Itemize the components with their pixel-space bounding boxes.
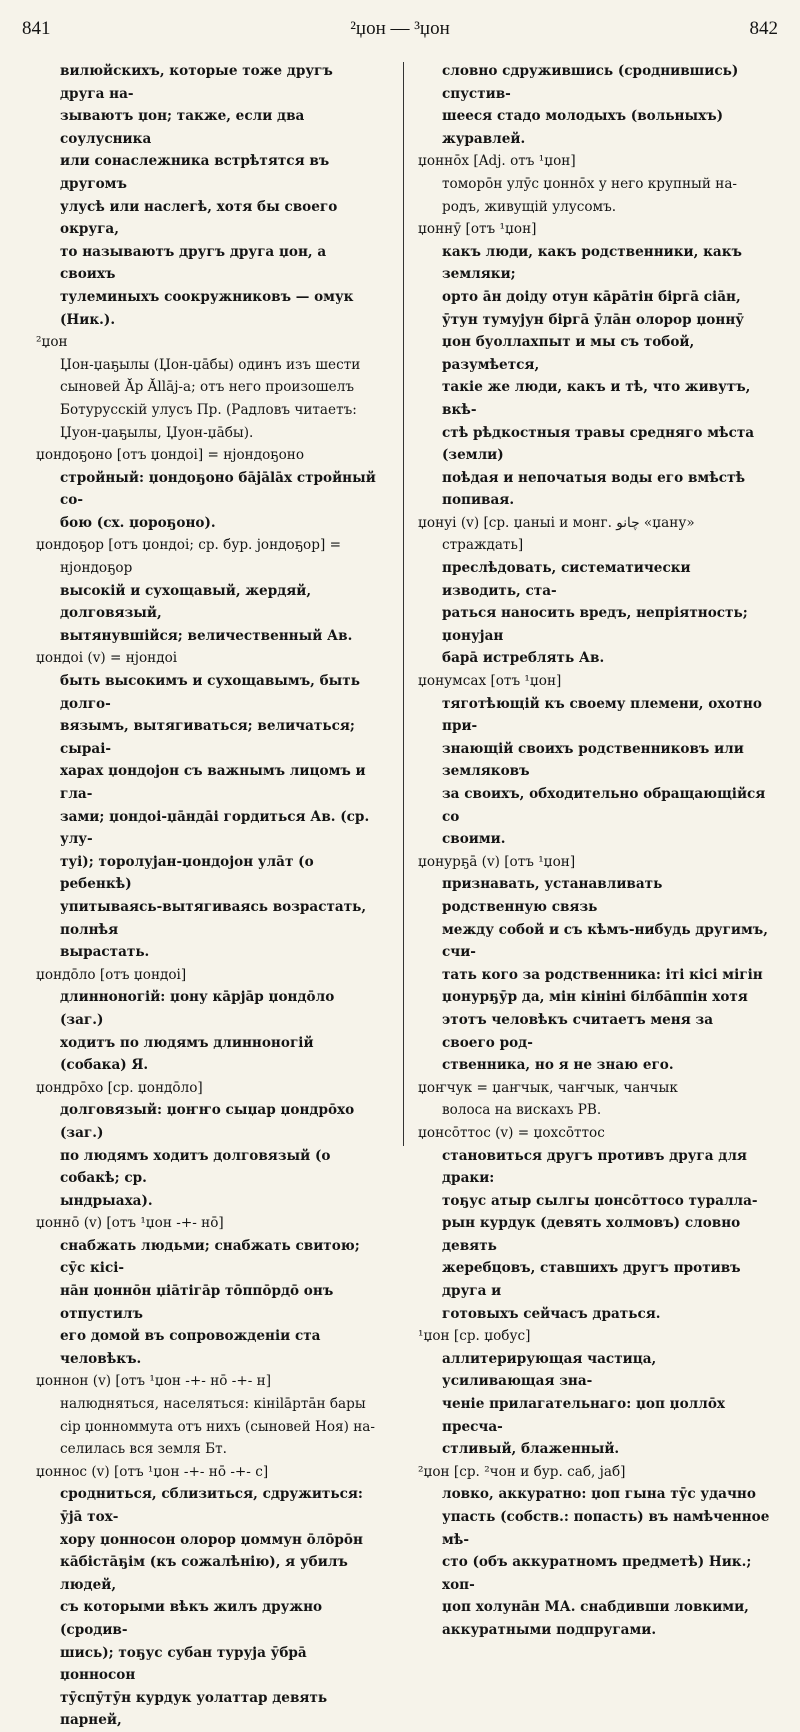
column-divider bbox=[403, 62, 404, 1146]
entry-text-line: туі); торолуjан-џондоjон улāт (о ребенкѣ) bbox=[60, 853, 314, 893]
entry-headword-line: џондрōхо [ср. џондōло] bbox=[36, 1079, 203, 1096]
entry-text-line: харах џондоjон съ важнымъ лицомъ и гла- bbox=[60, 763, 366, 802]
entry-text-line: улусѣ или наслегѣ, хотя бы своего округа, bbox=[60, 198, 338, 238]
page-header bbox=[22, 14, 778, 42]
entry-text-line: своими. bbox=[442, 831, 506, 848]
entry-headword-line: џоҥчук = џаҥчык, чаҥчык, чанчык bbox=[418, 1079, 678, 1096]
entry-text-line: тӯспӯтӯн курдук уолаттар девять парней, bbox=[60, 1689, 328, 1729]
entry-text-line: то называютъ другъ друга џон, а своихъ bbox=[60, 243, 327, 283]
entry-text-line: бою (сх. џороҕоно). bbox=[60, 514, 216, 531]
entry-text-line: Ботуруссĸій улусъ Пр. (Радловъ читаетъ: bbox=[60, 401, 357, 418]
entry-text-line: упитываясь-вытягиваясь возрастать, полнѣя bbox=[60, 898, 367, 938]
page-number-right: 842 bbox=[749, 18, 778, 39]
entry-headword-line: џонуі (v) [ср. џаныі и монг. ﭼﺎﻧﻮ «џану» bbox=[418, 514, 695, 531]
entry-headword-line: џонурҕā (v) [отъ ¹џон] bbox=[418, 853, 576, 870]
entry-text-line: признавать, устанавливать родственную связь bbox=[442, 876, 663, 915]
entry-text-line: зываютъ џон; также, если два соулусника bbox=[60, 108, 305, 147]
entry-text-line: ственника, но я не знаю его. bbox=[442, 1057, 674, 1074]
entry-text-line: жеребцовъ, ставшихъ другъ противъ друга и bbox=[442, 1260, 741, 1300]
entry-text-line: вытянувшійся; величественный Ав. bbox=[60, 627, 353, 644]
entry-headword-line: џоннон (v) [отъ ¹џон -+- нō -+- н] bbox=[36, 1373, 272, 1390]
entry-text-line: раться наносить вредъ, непріятность; џонуjан bbox=[442, 605, 748, 644]
entry-text-line: по людямъ ходитъ долговязый (о собакѣ; ср. bbox=[60, 1147, 331, 1187]
entry-text-line: хору џонносон олорор џоммун ōлōрōн bbox=[60, 1531, 363, 1548]
left-column bbox=[36, 60, 376, 1732]
right-column bbox=[418, 60, 770, 1642]
entry-text-line: сродниться, сблизиться, сдружиться: ӯjā тох- bbox=[60, 1486, 363, 1525]
entry-text-line: џоп холунāн МА. снабдивши ловкими, bbox=[442, 1599, 749, 1616]
entry-text-line: высокій и сухощавый, жердяй, долговязый, bbox=[60, 582, 312, 622]
entry-text-line: его домой въ сопровожденіи ста человѣкъ. bbox=[60, 1328, 321, 1367]
entry-text-line: тать кого за родственника: іті кісі мігін bbox=[442, 966, 763, 983]
entry-text-line: зами; џондоі-џāндāі гордиться Ав. (ср. улу- bbox=[60, 808, 370, 848]
entry-text-line: Џуон-џаҕылы, Џуон-џāбы). bbox=[60, 424, 254, 441]
entry-headword-line: џондōло [отъ џондоі] bbox=[36, 966, 187, 983]
entry-text-line: ченіе прилагательнаго: џоп џоллōх пресча- bbox=[442, 1396, 726, 1435]
entry-text-line: упасть (собств.: попасть) въ намѣченное мѣ- bbox=[442, 1509, 770, 1548]
entry-text-line: сыновей Ăр Ăllāj-а; отъ него произошелъ bbox=[60, 379, 355, 396]
entry-text-line: ходитъ по людямъ длинноногій (собака) Я. bbox=[60, 1034, 314, 1074]
entry-headword-line: џоннōх [Adj. отъ ¹џон] bbox=[418, 153, 576, 170]
entry-text-line: кāбістāҕім (къ сожалѣнію), я убилъ людей, bbox=[60, 1554, 348, 1593]
running-title: ²џон — ³џон bbox=[350, 18, 450, 39]
entry-text-line: за своихъ, обходительно обращающійся со bbox=[442, 786, 766, 825]
entry-text-line: готовыхъ сейчасъ драться. bbox=[442, 1305, 661, 1322]
entry-text-line: или сонаслежника встрѣтятся въ другомъ bbox=[60, 153, 330, 192]
entry-headword-line: ²џон bbox=[36, 334, 68, 351]
entry-text-line: ындрыаха). bbox=[60, 1192, 153, 1209]
entry-text-line: барā истреблять Ав. bbox=[442, 650, 605, 667]
entry-headword-line: џоннос (v) [отъ ¹џон -+- нō -+- с] bbox=[36, 1463, 269, 1480]
entry-text-line: вязымъ, вытягиваться; величаться; сыраі- bbox=[60, 718, 355, 757]
entry-text-line: сір џонноммута отъ нихъ (сыновей Ноя) на- bbox=[60, 1418, 375, 1435]
entry-text-line: длинноногій: џону кāрjāр џондōло (заг.) bbox=[60, 989, 335, 1028]
entry-text-line: тяготѣющій къ своему племени, охотно при- bbox=[442, 695, 762, 735]
entry-text-line: нјондоҕор bbox=[60, 560, 133, 577]
entry-text-line: ӯтун тумуjун біргā ӯлāн олорор џоннӯ bbox=[442, 311, 744, 328]
entry-text-line: тулеминыхъ соокружниковъ — омук (Ник.). bbox=[60, 288, 354, 328]
entry-text-line: становиться другъ противъ друга для драки: bbox=[442, 1147, 747, 1187]
entry-text-line: ловко, аккуратно: џоп гына тӯс удачно bbox=[442, 1486, 756, 1503]
entry-text-line: налюдняться, населяться: кініlāртāн бары bbox=[60, 1396, 366, 1413]
entry-text-line: аллитерирующая частица, усиливающая зна- bbox=[442, 1350, 657, 1390]
entry-text-line: аккуратными подпругами. bbox=[442, 1621, 657, 1638]
entry-text-line: какъ люди, какъ родственники, какъ земляки; bbox=[442, 243, 742, 283]
entry-text-line: долговязый: џоҥҥо сыџар џондрōхо (заг.) bbox=[60, 1102, 355, 1141]
entry-headword-line: ²џон [ср. ²чон и бур. саб, јаб] bbox=[418, 1463, 626, 1480]
entry-text-line: шееся стадо молодыхъ (вольныхъ) журавлей. bbox=[442, 108, 724, 147]
entry-headword-line: џоннӯ [отъ ¹џон] bbox=[418, 221, 537, 238]
entry-headword-line: џонумсах [отъ ¹џон] bbox=[418, 673, 562, 690]
entry-headword-line: џонсōттос (v) = џохсōттос bbox=[418, 1124, 605, 1141]
entry-text-line: съ которыми вѣкъ жилъ дружно (сродив- bbox=[60, 1599, 323, 1638]
entry-text-line: џонурҕӯр да, мін кініні бiлбāппін хотя bbox=[442, 989, 748, 1006]
entry-text-line: стѣ рѣдкостныя травы средняго мѣста (земли) bbox=[442, 424, 755, 464]
entry-text-line: сто (объ аккуратномъ предметѣ) Ник.; хоп- bbox=[442, 1554, 752, 1593]
entry-text-line: родъ, живущій улусомъ. bbox=[442, 198, 617, 215]
entry-text-line: вилюйскихъ, которые тоже другъ друга на- bbox=[60, 63, 333, 102]
entry-headword-line: џондоҕор [отъ џондоі; ср. бур. јондоҕор] = bbox=[36, 537, 341, 554]
entry-headword-line: џоннō (v) [отъ ¹џон -+- нō] bbox=[36, 1215, 224, 1232]
entry-text-line: тоҕус атыр сылгы џонсōттосо туралла- bbox=[442, 1192, 758, 1209]
entry-text-line: этотъ человѣкъ считаетъ меня за своего род- bbox=[442, 1011, 714, 1051]
entry-text-line: волоса на вискахъ РВ. bbox=[442, 1102, 602, 1119]
entry-text-line: шись); тоҕус субан туруjа ӯбрā џонносон bbox=[60, 1644, 307, 1684]
entry-text-line: снабжать людьми; снабжать свитою; сӯс кісі- bbox=[60, 1237, 360, 1277]
entry-text-line: вырастать. bbox=[60, 944, 150, 961]
entry-text-line: знающій своихъ родственниковъ или земляковъ bbox=[442, 740, 744, 780]
page-number-left: 841 bbox=[22, 18, 51, 39]
entry-headword-line: џондоҕоно [отъ џондоі] = нјондоҕоно bbox=[36, 447, 305, 464]
entry-text-line: стливый, блаженный. bbox=[442, 1441, 620, 1458]
entry-text-line: Џон-џаҕылы (Џон-џāбы) одинъ изъ шести bbox=[60, 356, 361, 373]
entry-text-line: между собой и съ кѣмъ-нибудь другимъ, счи- bbox=[442, 921, 768, 961]
entry-text-line: страждать] bbox=[442, 537, 524, 554]
entry-text-line: такіе же люди, какъ и тѣ, что живутъ, вкѣ- bbox=[442, 379, 751, 418]
entry-text-line: поѣдая и непочатыя воды его вмѣстѣ попивая. bbox=[442, 469, 746, 509]
entry-text-line: томорōн улӯс џоннōх у него крупный на- bbox=[442, 175, 738, 192]
entry-text-line: орто āн доіду отун кāрāтін біргā сіāн, bbox=[442, 288, 741, 305]
entry-text-line: нāн џоннōн џіāтігāр тōппōрдō онъ отпустилъ bbox=[60, 1283, 334, 1322]
entry-text-line: стройный: џондоҕоно бāјālāх стройный со- bbox=[60, 469, 376, 509]
entry-text-line: словно сдружившись (сроднившись) спустив- bbox=[442, 63, 739, 102]
entry-text-line: рын курдук (девять холмовъ) словно девять bbox=[442, 1215, 741, 1254]
entry-text-line: селилась вся земля Бт. bbox=[60, 1441, 227, 1458]
entry-text-line: быть высокимъ и сухощавымъ, быть долго- bbox=[60, 673, 360, 712]
entry-headword-line: џондоі (v) = нјондоі bbox=[36, 650, 178, 667]
entry-text-line: преслѣдовать, систематически изводить, ста- bbox=[442, 560, 691, 599]
entry-text-line: џон буоллахпыт и мы съ тобой, разумѣется, bbox=[442, 334, 695, 373]
entry-headword-line: ¹џон [ср. џобус] bbox=[418, 1328, 531, 1345]
